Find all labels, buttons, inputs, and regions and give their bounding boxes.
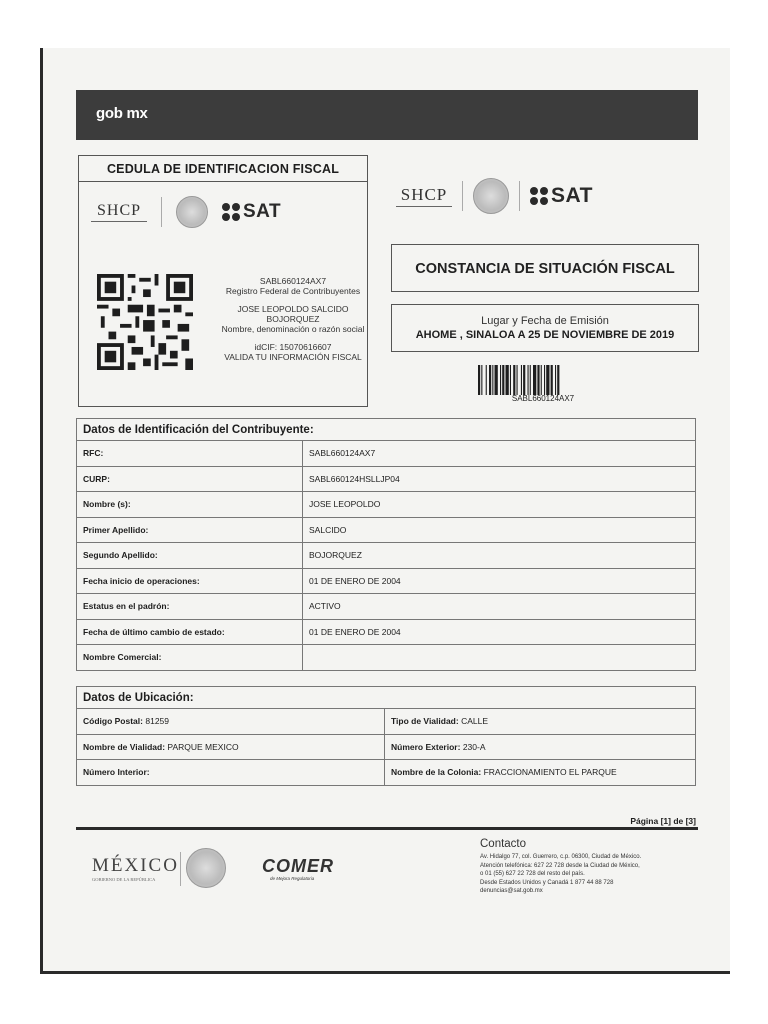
national-seal-icon — [473, 178, 509, 214]
field-label: RFC: — [77, 441, 303, 467]
emision-box — [391, 304, 699, 352]
qr-code-icon — [97, 274, 193, 370]
field-value: JOSE LEOPOLDO — [303, 492, 696, 518]
field-label: Tipo de Vialidad: — [391, 716, 459, 727]
field-value: ACTIVO — [303, 594, 696, 620]
identificacion-row — [77, 619, 696, 645]
comer-sub: de Mejora Regulatoria — [270, 876, 315, 881]
cedula-logos — [79, 182, 367, 228]
contacto-title: Contacto — [480, 838, 527, 850]
ubicacion-cell — [77, 760, 385, 786]
barcode-icon — [478, 365, 608, 395]
identificacion-row — [77, 492, 696, 518]
identificacion-table — [76, 418, 696, 671]
field-label: Primer Apellido: — [77, 517, 303, 543]
mexico-logo: MÉXICO GOBIERNO DE LA REPÚBLICA — [92, 855, 179, 882]
header-logos — [396, 178, 702, 214]
ubicacion-cell — [385, 709, 696, 735]
ubicacion-title: Datos de Ubicación: — [77, 687, 696, 709]
identificacion-row — [77, 466, 696, 492]
ubicacion-cell — [385, 734, 696, 760]
comer-logo: COMER — [262, 856, 334, 876]
cedula-rfc: SABL660124AX7 — [259, 276, 327, 286]
gob-mx-header — [76, 90, 698, 140]
sat-logo: SAT — [222, 201, 281, 223]
contacto-block — [480, 838, 710, 896]
field-label: Nombre de Vialidad: — [83, 741, 166, 752]
field-value: PARQUE MEXICO — [167, 741, 239, 752]
field-label: Número Interior: — [83, 767, 150, 778]
identificacion-row — [77, 594, 696, 620]
shcp-logo: SHCP — [91, 202, 147, 223]
ubicacion-cell — [77, 709, 385, 735]
contacto-line: o 01 (55) 627 22 728 del resto del país. — [480, 871, 585, 877]
cedula-title: CEDULA DE IDENTIFICACION FISCAL — [79, 156, 367, 182]
field-value: 230-A — [462, 741, 486, 752]
shcp-logo: SHCP — [396, 185, 452, 208]
field-value: FRACCIONAMIENTO EL PARQUE — [483, 767, 617, 778]
ubicacion-row — [77, 760, 696, 786]
field-label: CURP: — [77, 466, 303, 492]
identificacion-row — [77, 543, 696, 569]
field-label: Nombre de la Colonia: — [391, 767, 482, 778]
ubicacion-table — [76, 686, 696, 786]
field-value: 01 DE ENERO DE 2004 — [303, 619, 696, 645]
field-label: Número Exterior: — [391, 741, 461, 752]
cedula-name: JOSE LEOPOLDO SALCIDO BOJORQUEZ — [237, 304, 349, 324]
field-value: SALCIDO — [303, 517, 696, 543]
field-label: Código Postal: — [83, 716, 143, 727]
national-seal-icon — [186, 848, 226, 888]
sat-logo: SAT — [530, 184, 593, 208]
field-label: Nombre (s): — [77, 492, 303, 518]
field-label: Segundo Apellido: — [77, 543, 303, 569]
identificacion-row — [77, 568, 696, 594]
contacto-line: denuncias@sat.gob.mx — [480, 888, 543, 894]
field-value: 01 DE ENERO DE 2004 — [303, 568, 696, 594]
identificacion-row — [77, 645, 696, 671]
cedula-idcif: idCIF: 15070616607 — [254, 342, 332, 352]
emision-value: AHOME , SINALOA A 25 DE NOVIEMBRE DE 2019 — [415, 329, 675, 341]
cedula-rfc-label: Registro Federal de Contribuyentes — [225, 286, 361, 296]
cedula-valida: VALIDA TU INFORMACIÓN FISCAL — [224, 352, 362, 362]
field-value — [303, 645, 696, 671]
ubicacion-cell — [385, 760, 696, 786]
field-value: CALLE — [461, 716, 489, 727]
gob-mx-logo: gob mx — [96, 105, 148, 122]
cedula-info — [219, 276, 367, 370]
page-number: Página [1] de [3] — [630, 816, 696, 826]
identificacion-row — [77, 517, 696, 543]
ubicacion-row — [77, 734, 696, 760]
field-label: Nombre Comercial: — [77, 645, 303, 671]
ubicacion-row — [77, 709, 696, 735]
barcode-text: SABL660124AX7 — [511, 394, 575, 403]
contacto-line: Atención telefónica: 627 22 728 desde la Ciudad de México, — [480, 862, 640, 869]
identificacion-row — [77, 441, 696, 467]
cedula-fiscal-box — [78, 155, 368, 407]
field-value: 81259 — [145, 716, 169, 727]
field-value: SABL660124HSLLJP04 — [303, 466, 696, 492]
cedula-name-label: Nombre, denominación o razón social — [221, 324, 365, 334]
footer-divider — [76, 827, 698, 830]
field-value: SABL660124AX7 — [303, 441, 696, 467]
identificacion-title: Datos de Identificación del Contribuyente: — [77, 419, 696, 441]
field-label: Fecha inicio de operaciones: — [77, 568, 303, 594]
constancia-title: CONSTANCIA DE SITUACIÓN FISCAL — [391, 244, 699, 292]
ubicacion-cell — [77, 734, 385, 760]
field-label: Estatus en el padrón: — [77, 594, 303, 620]
field-value: BOJORQUEZ — [303, 543, 696, 569]
national-seal-icon — [176, 196, 208, 228]
contacto-line: Av. Hidalgo 77, col. Guerrero, c.p. 06300, Ciudad de México. — [480, 854, 642, 860]
field-label: Fecha de último cambio de estado: — [77, 619, 303, 645]
emision-label: Lugar y Fecha de Emisión — [481, 315, 609, 327]
contacto-line: Desde Estados Unidos y Canadá 1 877 44 88 728 — [480, 879, 614, 886]
